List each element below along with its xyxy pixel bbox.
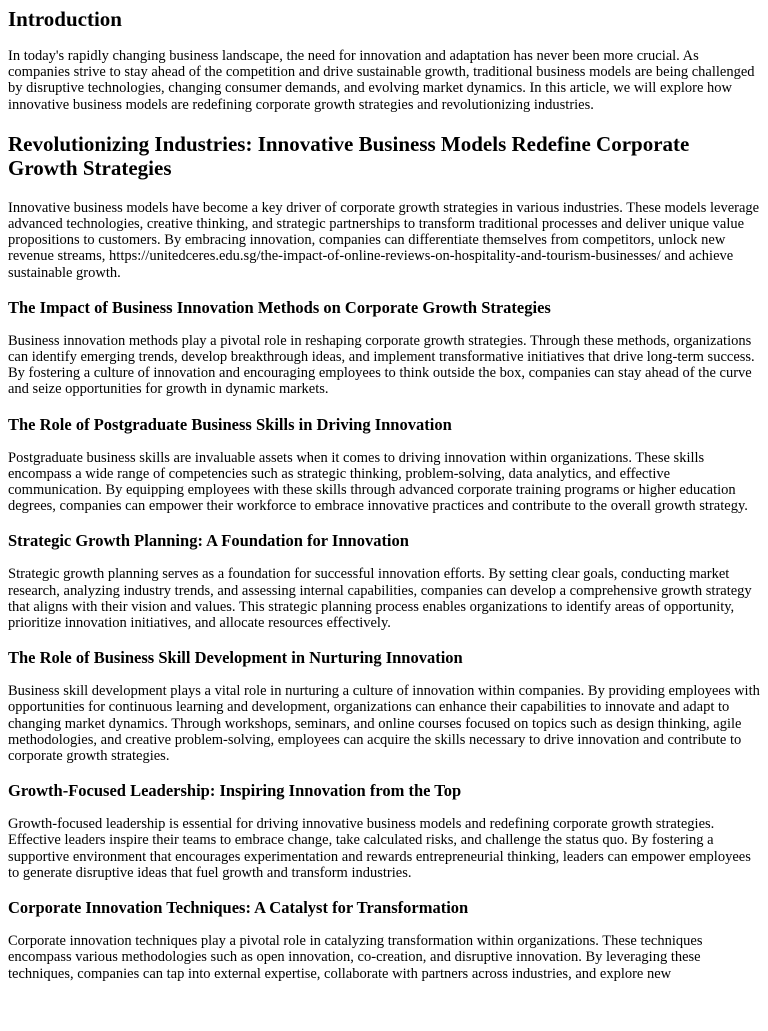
section-heading-innovation-techniques: Corporate Innovation Techniques: A Catalyst for Transformation [8,898,469,918]
section-heading-postgraduate-skills: The Role of Postgraduate Business Skills in Driving Innovation [8,414,452,434]
main-heading: Revolutionizing Industries: Innovative Business Models Redefine Corporate Growth Strategies [8,131,690,180]
section-heading-strategic-planning: Strategic Growth Planning: A Foundation for Innovation [8,531,409,551]
section-paragraph-leadership: Growth-focused leadership is essential for driving innovative business models and redefining corporate growth strategies. Effective leaders inspire their teams to embrace change, take calculated risks, and challenge the status quo. By fostering a supportive environment that encourages experimentation and rewards entrepreneurial thinking, leaders can empower employees to generate disruptive ideas that fuel growth and transform industries. [8,816,751,881]
section-paragraph-postgraduate-skills: Postgraduate business skills are invaluable assets when it comes to driving innovation within organizations. These skills encompass a wide range of competencies such as strategic thinking, problem-solving, data analytics, and effective communication. By equipping employees with these skills through advanced corporate training programs or higher education degrees, companies can empower their workforce to embrace innovative practices and contribute to the overall growth strategy. [8,449,748,515]
section-paragraph-innovation-techniques: Corporate innovation techniques play a pivotal role in catalyzing transformation within organizations. These techniques encompass various methodologies such as open innovation, co-creation, and disruptive innovation. By leveraging these techniques, companies can tap into external expertise, collaborate with partners across industries, and explore new [8,933,703,982]
section-heading-innovation-methods: The Impact of Business Innovation Methods on Corporate Growth Strategies [8,297,551,317]
section-paragraph-innovation-methods: Business innovation methods play a pivotal role in reshaping corporate growth strategies. Through these methods, organizations can identify emerging trends, develop breakthrough ideas, and implement transformative initiatives that drive long-term success. By fostering a culture of innovation and encouraging employees to think outside the box, companies can stay ahead of the curve and seize opportunities for growth in dynamic markets. [8,332,755,398]
section-heading-leadership: Growth-Focused Leadership: Inspiring Innovation from the Top [8,781,462,801]
intro-paragraph: In today's rapidly changing business landscape, the need for innovation and adaptation has never been more crucial. As companies strive to stay ahead of the competition and drive sustainable growth, traditional business models are being challenged by disruptive technologies, changing consumer demands, and evolving market dynamics. In this article, we will explore how innovative business models are redefining corporate growth strategies and revolutionizing industries. [8,48,755,113]
section-paragraph-skill-development: Business skill development plays a vital role in nurturing a culture of innovation within companies. By providing employees with opportunities for continuous learning and development, organizations can enhance their capabilities to innovate and adapt to changing market dynamics. Through workshops, seminars, and online courses focused on topics such as design thinking, agile methodologies, and creative problem-solving, employees can acquire the skills necessary to drive innovation and contribute to corporate growth strategies. [8,683,760,765]
section-heading-skill-development: The Role of Business Skill Development in Nurturing Innovation [8,648,463,668]
article [0,7,768,982]
main-paragraph: Innovative business models have become a key driver of corporate growth strategies in various industries. These models leverage advanced technologies, creative thinking, and strategic partnerships to transform traditional processes and deliver unique value propositions to customers. By embracing innovation, companies can differentiate themselves from competitors, unlock new revenue streams, https://unitedceres.edu.sg/the-impact-of-online-reviews-on-hospitality-and-tourism-businesses/ and achieve sustainable growth. [8,199,760,281]
section-paragraph-strategic-planning: Strategic growth planning serves as a foundation for successful innovation efforts. By setting clear goals, conducting market research, analyzing industry trends, and assessing internal capabilities, companies can develop a comprehensive growth strategy that aligns with their vision and values. This strategic planning process enables organizations to identify areas of opportunity, prioritize innovation initiatives, and allocate resources effectively. [8,566,752,632]
intro-heading: Introduction [8,7,122,31]
